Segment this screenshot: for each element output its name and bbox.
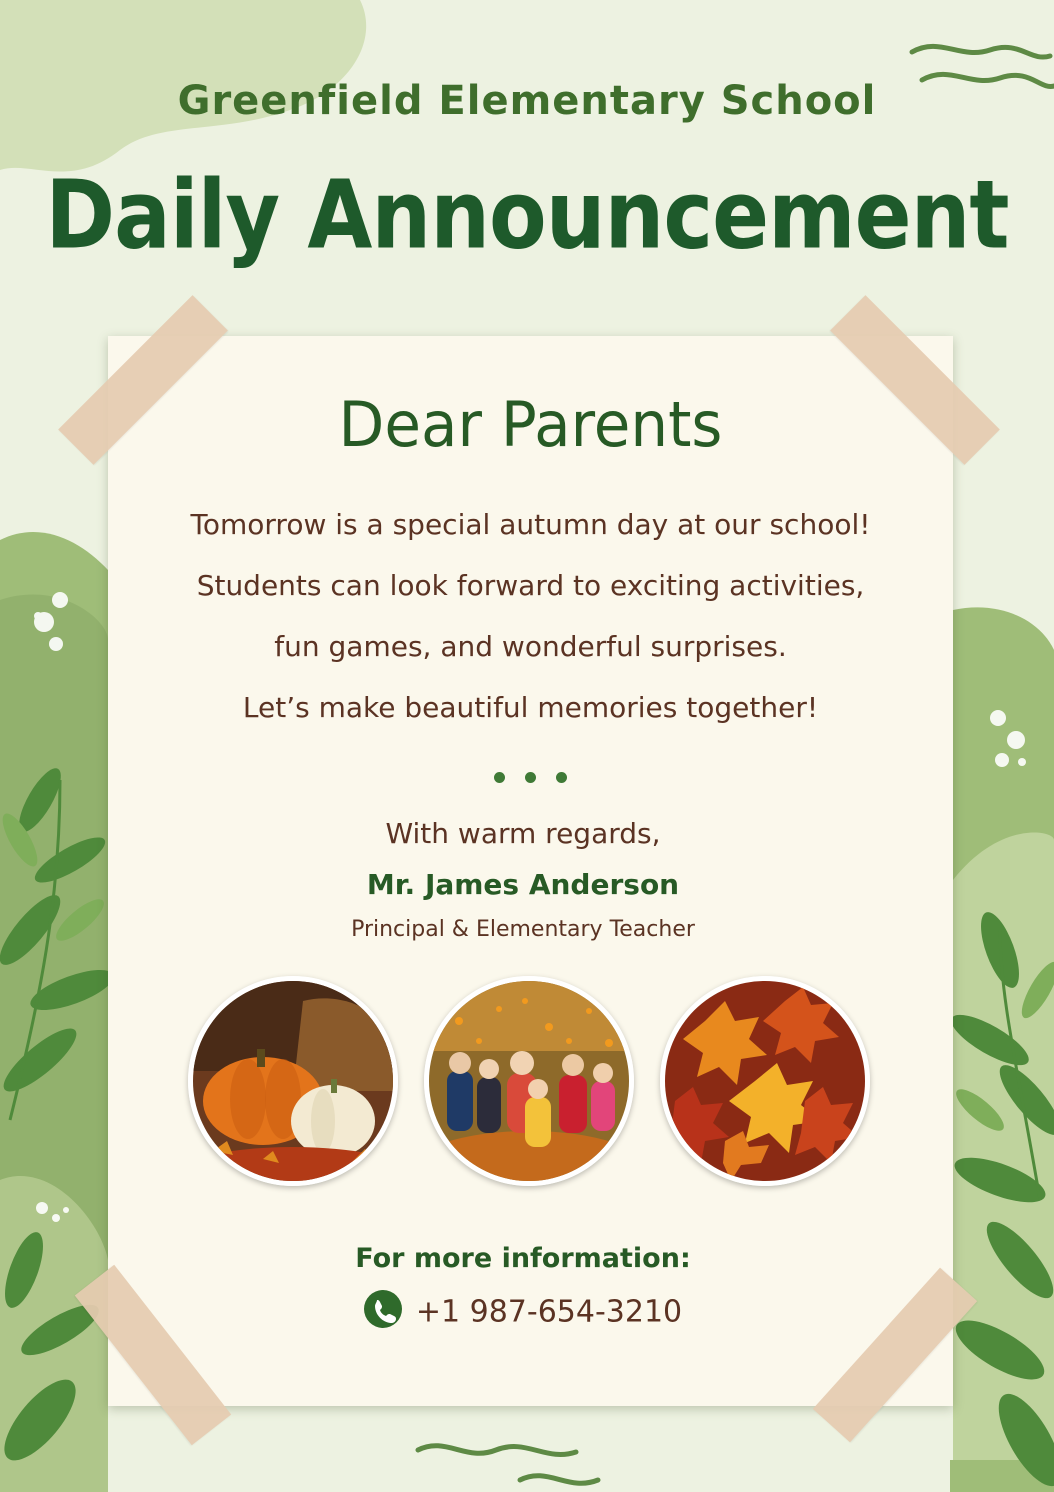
letter-closing: With warm regards, (385, 817, 661, 850)
phone-icon (364, 1290, 402, 1328)
dot-divider (108, 768, 953, 787)
signer-name: Mr. James Anderson (366, 868, 680, 901)
phone-number[interactable]: +1 987-654-3210 (415, 1294, 683, 1330)
letter-greeting: Dear Parents (338, 388, 723, 461)
phone-contact[interactable] (108, 1293, 938, 1331)
letter-line: Let’s make beautiful memories together! (242, 691, 819, 724)
pumpkins-photo (188, 976, 398, 1186)
letter-line: fun games, and wonderful surprises. (274, 630, 787, 663)
school-name: Greenfield Elementary School (177, 78, 877, 124)
signer-role: Principal & Elementary Teacher (351, 917, 695, 942)
maple-leaves-photo (660, 976, 870, 1186)
more-info-label: For more information: (355, 1243, 691, 1274)
letter-line: Tomorrow is a special autumn day at our school! (190, 508, 871, 541)
letter-body (108, 500, 953, 744)
letter-line: Students can look forward to exciting activities, (196, 569, 865, 602)
page-title: Daily Announcement (45, 160, 1009, 270)
children-photo (424, 976, 634, 1186)
